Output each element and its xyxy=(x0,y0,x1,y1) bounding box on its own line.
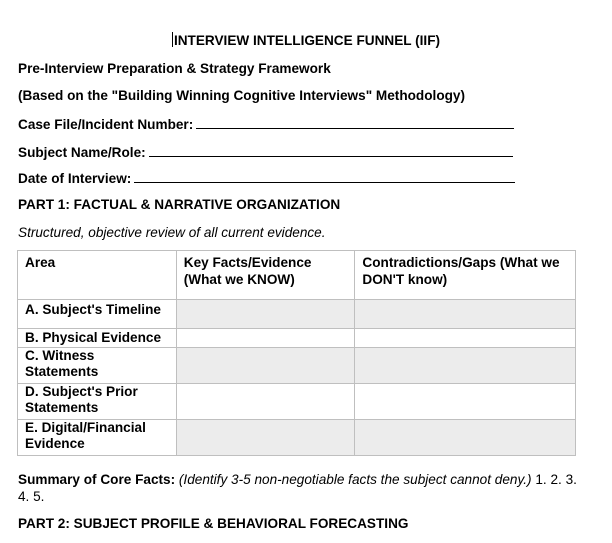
key-facts-cell[interactable] xyxy=(176,383,355,419)
table-row xyxy=(18,383,576,419)
key-facts-cell[interactable] xyxy=(176,300,355,329)
contradictions-cell[interactable] xyxy=(355,383,576,419)
part2-heading: PART 2: SUBJECT PROFILE & BEHAVIORAL FORECASTING xyxy=(18,516,409,531)
row-label-digital: E. Digital/Financial Evidence xyxy=(18,419,177,455)
summary-label: Summary of Core Facts: xyxy=(18,472,176,487)
contradictions-cell[interactable] xyxy=(355,329,576,348)
header-contradictions: Contradictions/Gaps (What we DON'T know) xyxy=(355,251,576,300)
table-row xyxy=(18,329,576,348)
table-row xyxy=(18,419,576,455)
row-label-witness: C. Witness Statements xyxy=(18,347,177,383)
case-file-blank[interactable] xyxy=(196,116,514,129)
date-field xyxy=(18,170,515,186)
part1-description: Structured, objective review of all current evidence. xyxy=(18,225,326,240)
table-row xyxy=(18,347,576,383)
contradictions-cell[interactable] xyxy=(355,347,576,383)
key-facts-cell[interactable] xyxy=(176,347,355,383)
evidence-table xyxy=(17,250,576,456)
text-cursor xyxy=(172,32,173,47)
subject-name-blank[interactable] xyxy=(149,144,513,157)
core-facts-summary xyxy=(18,471,588,505)
key-facts-cell[interactable] xyxy=(176,419,355,455)
subtitle: Pre-Interview Preparation & Strategy Framework xyxy=(18,61,331,76)
header-key-facts: Key Facts/Evidence (What we KNOW) xyxy=(176,251,355,300)
summary-hint: (Identify 3-5 non-negotiable facts the subject cannot deny.) xyxy=(178,472,532,487)
date-label: Date of Interview: xyxy=(18,171,132,186)
case-file-field xyxy=(18,116,514,132)
summary-list: 1. 2. 3. 4. 5. xyxy=(18,472,577,504)
table-row xyxy=(18,300,576,329)
date-blank[interactable] xyxy=(134,170,515,183)
row-label-timeline: A. Subject's Timeline xyxy=(18,300,177,329)
header-area: Area xyxy=(18,251,177,300)
document-title: INTERVIEW INTELLIGENCE FUNNEL (IIF) xyxy=(173,33,441,48)
methodology-note: (Based on the "Building Winning Cognitive Interviews" Methodology) xyxy=(18,88,466,103)
table-header-row xyxy=(18,251,576,300)
contradictions-cell[interactable] xyxy=(355,300,576,329)
case-file-label: Case File/Incident Number: xyxy=(18,117,194,132)
contradictions-cell[interactable] xyxy=(355,419,576,455)
key-facts-cell[interactable] xyxy=(176,329,355,348)
row-label-prior: D. Subject's Prior Statements xyxy=(18,383,177,419)
subject-name-field xyxy=(18,144,513,160)
subject-name-label: Subject Name/Role: xyxy=(18,145,146,160)
row-label-physical: B. Physical Evidence xyxy=(18,329,177,348)
part1-heading: PART 1: FACTUAL & NARRATIVE ORGANIZATION xyxy=(18,197,341,212)
